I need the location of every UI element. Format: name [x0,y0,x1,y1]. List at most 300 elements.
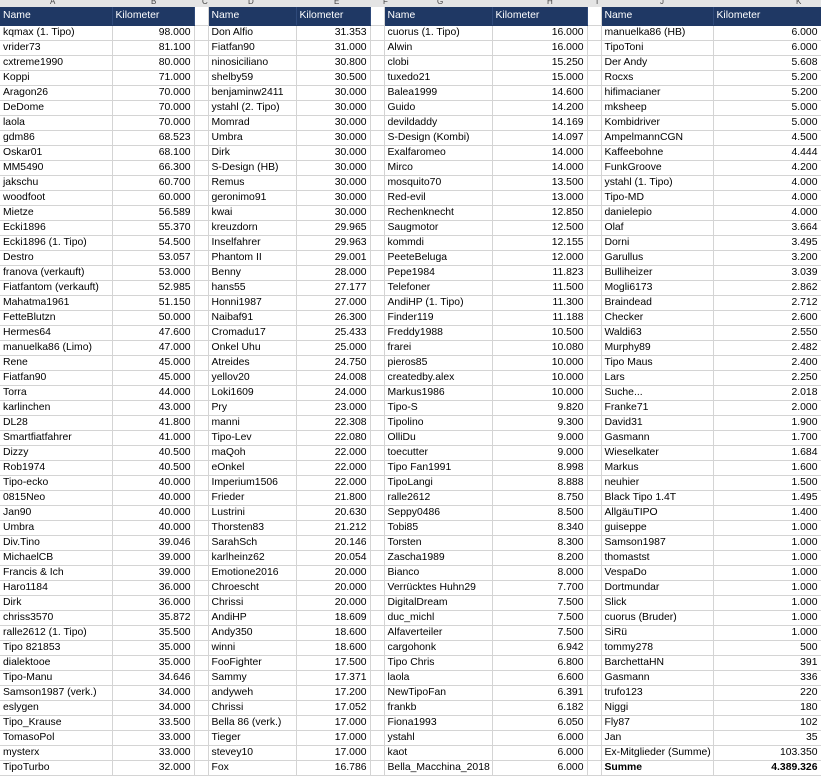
kilometer-cell[interactable]: 47.600 [112,326,194,341]
gap-cell[interactable] [370,71,384,86]
gap-cell[interactable] [194,461,208,476]
name-cell[interactable]: Lustrini [208,506,296,521]
name-cell[interactable]: Francis & Ich [0,566,112,581]
kilometer-cell[interactable]: 12.500 [492,221,587,236]
kilometer-cell[interactable]: 102 [713,716,821,731]
kilometer-cell[interactable]: 2.862 [713,281,821,296]
kilometer-cell[interactable]: 10.000 [492,371,587,386]
gap-cell[interactable] [194,146,208,161]
kilometer-cell[interactable]: 18.609 [296,611,370,626]
name-cell[interactable]: Mietze [0,206,112,221]
gap-cell[interactable] [194,251,208,266]
kilometer-cell[interactable]: 14.600 [492,86,587,101]
gap-cell[interactable] [194,581,208,596]
name-cell[interactable]: Gasmann [601,671,713,686]
kilometer-cell[interactable]: 7.500 [492,626,587,641]
kilometer-cell[interactable]: 7.500 [492,596,587,611]
name-cell[interactable]: neuhier [601,476,713,491]
kilometer-cell[interactable]: 9.000 [492,431,587,446]
gap-cell[interactable] [194,101,208,116]
name-cell[interactable]: FetteBlutzn [0,311,112,326]
name-cell[interactable]: Franke71 [601,401,713,416]
gap-cell[interactable] [587,26,601,41]
name-cell[interactable]: Freddy1988 [384,326,492,341]
name-cell[interactable]: Verrücktes Huhn29 [384,581,492,596]
name-cell[interactable]: Umbra [0,521,112,536]
kilometer-cell[interactable]: 16.786 [296,761,370,776]
gap-cell[interactable] [587,386,601,401]
kilometer-cell[interactable]: 30.800 [296,56,370,71]
gap-cell[interactable] [194,506,208,521]
name-cell[interactable]: TomasoPol [0,731,112,746]
kilometer-cell[interactable]: 30.000 [296,86,370,101]
kilometer-cell[interactable]: 4.000 [713,191,821,206]
name-cell[interactable]: Torsten [384,536,492,551]
kilometer-cell[interactable]: 9.000 [492,446,587,461]
gap-cell[interactable] [587,611,601,626]
kilometer-cell[interactable]: 103.350 [713,746,821,761]
name-cell[interactable]: MichaelCB [0,551,112,566]
kilometer-cell[interactable]: 6.000 [492,761,587,776]
name-cell[interactable]: Balea1999 [384,86,492,101]
gap-cell[interactable] [370,221,384,236]
name-cell[interactable]: Naibaf91 [208,311,296,326]
name-cell[interactable]: Loki1609 [208,386,296,401]
kilometer-cell[interactable]: 36.000 [112,596,194,611]
gap-cell[interactable] [194,386,208,401]
name-cell[interactable]: Checker [601,311,713,326]
kilometer-cell[interactable]: 35.000 [112,641,194,656]
gap-cell[interactable] [194,311,208,326]
kilometer-cell[interactable]: 12.155 [492,236,587,251]
name-cell[interactable]: Rene [0,356,112,371]
kilometer-cell[interactable]: 35 [713,731,821,746]
kilometer-cell[interactable]: 41.800 [112,416,194,431]
kilometer-cell[interactable]: 60.000 [112,191,194,206]
name-cell[interactable]: Andy350 [208,626,296,641]
name-cell[interactable]: DeDome [0,101,112,116]
name-cell[interactable]: PeeteBeluga [384,251,492,266]
name-cell[interactable]: Aragon26 [0,86,112,101]
gap-cell[interactable] [194,431,208,446]
name-cell[interactable]: ystahl (1. Tipo) [601,176,713,191]
name-cell[interactable]: Exalfaromeo [384,146,492,161]
name-cell[interactable]: Fiatfan90 [0,371,112,386]
kilometer-cell[interactable]: 2.482 [713,341,821,356]
kilometer-cell[interactable]: 31.353 [296,26,370,41]
gap-cell[interactable] [194,176,208,191]
gap-cell[interactable] [370,521,384,536]
name-cell[interactable]: Samson1987 (verk.) [0,686,112,701]
name-cell[interactable]: AndiHP [208,611,296,626]
gap-cell[interactable] [194,656,208,671]
name-cell[interactable]: cargohonk [384,641,492,656]
gap-cell[interactable] [194,416,208,431]
kilometer-cell[interactable]: 10.000 [492,386,587,401]
kilometer-cell[interactable]: 30.000 [296,191,370,206]
name-cell[interactable]: jakschu [0,176,112,191]
name-cell[interactable]: danielepio [601,206,713,221]
kilometer-cell[interactable]: 2.018 [713,386,821,401]
gap-cell[interactable] [194,131,208,146]
gap-cell[interactable] [370,386,384,401]
name-cell[interactable]: toecutter [384,446,492,461]
kilometer-cell[interactable]: 50.000 [112,311,194,326]
kilometer-cell[interactable]: 3.200 [713,251,821,266]
kilometer-cell[interactable]: 13.500 [492,176,587,191]
gap-cell[interactable] [587,266,601,281]
kilometer-cell[interactable]: 8.340 [492,521,587,536]
column-letter[interactable]: F [383,0,388,6]
kilometer-cell[interactable]: 1.600 [713,461,821,476]
kilometer-cell[interactable]: 40.000 [112,491,194,506]
kilometer-cell[interactable]: 6.182 [492,701,587,716]
kilometer-cell[interactable]: 60.700 [112,176,194,191]
name-cell[interactable]: benjaminw2411 [208,86,296,101]
kilometer-cell[interactable]: 52.985 [112,281,194,296]
gap-cell[interactable] [587,401,601,416]
name-cell[interactable]: Tipo-S [384,401,492,416]
gap-cell[interactable] [194,161,208,176]
name-cell[interactable]: hans55 [208,281,296,296]
name-cell[interactable]: Torra [0,386,112,401]
name-cell[interactable]: hifimacianer [601,86,713,101]
gap-cell[interactable] [587,671,601,686]
kilometer-cell[interactable]: 68.523 [112,131,194,146]
gap-cell[interactable] [587,161,601,176]
gap-cell[interactable] [370,326,384,341]
kilometer-cell[interactable]: 39.000 [112,566,194,581]
kilometer-cell[interactable]: 47.000 [112,341,194,356]
name-cell[interactable]: tuxedo21 [384,71,492,86]
gap-cell[interactable] [370,746,384,761]
kilometer-cell[interactable]: 1.000 [713,551,821,566]
gap-cell[interactable] [370,146,384,161]
gap-cell[interactable] [370,641,384,656]
gap-cell[interactable] [370,761,384,776]
gap-cell[interactable] [587,656,601,671]
gap-cell[interactable] [194,281,208,296]
kilometer-cell[interactable]: 8.200 [492,551,587,566]
kilometer-cell[interactable]: 4.000 [713,206,821,221]
name-cell[interactable]: AndiHP (1. Tipo) [384,296,492,311]
gap-cell[interactable] [587,461,601,476]
kilometer-cell[interactable]: 20.000 [296,596,370,611]
kilometer-cell[interactable]: 39.046 [112,536,194,551]
name-cell[interactable]: Dirk [0,596,112,611]
kilometer-cell[interactable]: 6.600 [492,671,587,686]
kilometer-cell[interactable]: 40.500 [112,446,194,461]
gap-cell[interactable] [370,341,384,356]
kilometer-cell[interactable]: 6.050 [492,716,587,731]
name-cell[interactable]: vrider73 [0,41,112,56]
name-cell[interactable]: kqmax (1. Tipo) [0,26,112,41]
kilometer-cell[interactable]: 30.500 [296,71,370,86]
name-cell[interactable]: TipoLangi [384,476,492,491]
name-cell[interactable]: Tipo-ecko [0,476,112,491]
kilometer-cell[interactable]: 81.100 [112,41,194,56]
kilometer-cell[interactable]: 36.000 [112,581,194,596]
column-letter[interactable]: C [202,0,208,6]
name-cell[interactable]: Ex-Mitglieder (Summe) [601,746,713,761]
kilometer-cell[interactable]: 24.008 [296,371,370,386]
name-cell[interactable]: Koppi [0,71,112,86]
gap-cell[interactable] [370,296,384,311]
name-cell[interactable]: David31 [601,416,713,431]
kilometer-cell[interactable]: 34.000 [112,686,194,701]
name-cell[interactable]: Ecki1896 [0,221,112,236]
header-kilometer[interactable]: Kilometer [492,7,587,26]
gap-cell[interactable] [370,671,384,686]
kilometer-cell[interactable]: 29.963 [296,236,370,251]
name-cell[interactable]: Onkel Uhu [208,341,296,356]
header-name[interactable]: Name [208,7,296,26]
name-cell[interactable]: Tobi85 [384,521,492,536]
gap-cell[interactable] [194,191,208,206]
name-cell[interactable]: woodfoot [0,191,112,206]
name-cell[interactable]: Zascha1989 [384,551,492,566]
name-cell[interactable]: Chrissi [208,701,296,716]
kilometer-cell[interactable]: 6.000 [492,746,587,761]
name-cell[interactable]: eslygen [0,701,112,716]
header-name[interactable]: Name [601,7,713,26]
name-cell[interactable]: Thorsten83 [208,521,296,536]
gap-cell[interactable] [587,761,601,776]
kilometer-cell[interactable]: 2.000 [713,401,821,416]
gap-cell[interactable] [194,446,208,461]
kilometer-cell[interactable]: 7.700 [492,581,587,596]
gap-cell[interactable] [370,596,384,611]
name-cell[interactable]: yellov20 [208,371,296,386]
gap-cell[interactable] [370,731,384,746]
name-cell[interactable]: MM5490 [0,161,112,176]
kilometer-cell[interactable]: 3.039 [713,266,821,281]
name-cell[interactable]: Kaffeebohne [601,146,713,161]
gap-cell[interactable] [194,536,208,551]
gap-cell[interactable] [587,341,601,356]
gap-cell[interactable] [587,536,601,551]
name-cell[interactable]: chriss3570 [0,611,112,626]
gap-cell[interactable] [194,371,208,386]
kilometer-cell[interactable]: 14.097 [492,131,587,146]
name-cell[interactable]: Garullus [601,251,713,266]
name-cell[interactable]: S-Design (Kombi) [384,131,492,146]
kilometer-cell[interactable]: 6.000 [492,731,587,746]
kilometer-cell[interactable]: 336 [713,671,821,686]
kilometer-cell[interactable]: 26.300 [296,311,370,326]
name-cell[interactable]: Pepe1984 [384,266,492,281]
name-cell[interactable]: frarei [384,341,492,356]
name-cell[interactable]: mosquito70 [384,176,492,191]
kilometer-cell[interactable]: 33.000 [112,746,194,761]
kilometer-cell[interactable]: 11.500 [492,281,587,296]
kilometer-cell[interactable]: 25.000 [296,341,370,356]
name-cell[interactable]: frankb [384,701,492,716]
kilometer-cell[interactable]: 13.000 [492,191,587,206]
name-cell[interactable]: S-Design (HB) [208,161,296,176]
name-cell[interactable]: SarahSch [208,536,296,551]
gap-cell[interactable] [370,566,384,581]
kilometer-cell[interactable]: 17.000 [296,731,370,746]
kilometer-cell[interactable]: 22.000 [296,461,370,476]
name-cell[interactable]: Ecki1896 (1. Tipo) [0,236,112,251]
kilometer-cell[interactable]: 1.684 [713,446,821,461]
kilometer-cell[interactable]: 5.200 [713,86,821,101]
name-cell[interactable]: Bianco [384,566,492,581]
gap-cell[interactable] [370,611,384,626]
column-letter[interactable]: H [547,0,553,6]
kilometer-cell[interactable]: 20.630 [296,506,370,521]
kilometer-cell[interactable]: 8.500 [492,506,587,521]
gap-cell[interactable] [194,566,208,581]
name-cell[interactable]: Summe [601,761,713,776]
kilometer-cell[interactable]: 53.057 [112,251,194,266]
kilometer-cell[interactable]: 8.300 [492,536,587,551]
kilometer-cell[interactable]: 54.500 [112,236,194,251]
kilometer-cell[interactable]: 11.188 [492,311,587,326]
name-cell[interactable]: Mirco [384,161,492,176]
name-cell[interactable]: Olaf [601,221,713,236]
kilometer-cell[interactable]: 1.000 [713,536,821,551]
kilometer-cell[interactable]: 22.080 [296,431,370,446]
kilometer-cell[interactable]: 1.495 [713,491,821,506]
name-cell[interactable]: TipoToni [601,41,713,56]
kilometer-cell[interactable]: 180 [713,701,821,716]
gap-cell[interactable] [194,641,208,656]
kilometer-cell[interactable]: 2.712 [713,296,821,311]
gap-cell[interactable] [194,521,208,536]
gap-cell[interactable] [587,86,601,101]
kilometer-cell[interactable]: 16.000 [492,41,587,56]
name-cell[interactable]: Bella_Macchina_2018 [384,761,492,776]
gap-cell[interactable] [587,551,601,566]
header-kilometer[interactable]: Kilometer [296,7,370,26]
gap-cell[interactable] [370,86,384,101]
name-cell[interactable]: manni [208,416,296,431]
kilometer-cell[interactable]: 1.700 [713,431,821,446]
kilometer-cell[interactable]: 45.000 [112,371,194,386]
kilometer-cell[interactable]: 1.900 [713,416,821,431]
gap-cell[interactable] [194,551,208,566]
kilometer-cell[interactable]: 30.000 [296,161,370,176]
kilometer-cell[interactable]: 7.500 [492,611,587,626]
name-cell[interactable]: karlheinz62 [208,551,296,566]
name-cell[interactable]: Mogli6173 [601,281,713,296]
name-cell[interactable]: Chrissi [208,596,296,611]
gap-cell[interactable] [194,326,208,341]
kilometer-cell[interactable]: 23.000 [296,401,370,416]
name-cell[interactable]: tommy278 [601,641,713,656]
name-cell[interactable]: Saugmotor [384,221,492,236]
gap-cell[interactable] [587,626,601,641]
kilometer-cell[interactable]: 53.000 [112,266,194,281]
kilometer-cell[interactable]: 18.600 [296,626,370,641]
name-cell[interactable]: Tipo_Krause [0,716,112,731]
gap-cell[interactable] [370,266,384,281]
name-cell[interactable]: BarchettaHN [601,656,713,671]
gap-cell[interactable] [370,536,384,551]
name-cell[interactable]: Alfaverteiler [384,626,492,641]
kilometer-cell[interactable]: 71.000 [112,71,194,86]
gap-cell[interactable] [194,296,208,311]
kilometer-cell[interactable]: 3.664 [713,221,821,236]
column-letter[interactable]: I [596,0,599,6]
kilometer-cell[interactable]: 8.000 [492,566,587,581]
kilometer-cell[interactable]: 6.391 [492,686,587,701]
name-cell[interactable]: dialektooe [0,656,112,671]
gap-cell[interactable] [194,266,208,281]
name-cell[interactable]: Tipo Maus [601,356,713,371]
kilometer-cell[interactable]: 2.400 [713,356,821,371]
gap-cell[interactable] [370,56,384,71]
kilometer-cell[interactable]: 16.000 [492,26,587,41]
column-letter[interactable]: J [660,0,664,6]
gap-cell[interactable] [587,71,601,86]
name-cell[interactable]: Waldi63 [601,326,713,341]
header-gap-cell[interactable] [370,7,384,26]
gap-cell[interactable] [370,161,384,176]
name-cell[interactable]: Dirk [208,146,296,161]
kilometer-cell[interactable]: 17.500 [296,656,370,671]
name-cell[interactable]: Phantom II [208,251,296,266]
name-cell[interactable]: cxtreme1990 [0,56,112,71]
name-cell[interactable]: Red-evil [384,191,492,206]
name-cell[interactable]: kwai [208,206,296,221]
kilometer-cell[interactable]: 40.500 [112,461,194,476]
name-cell[interactable]: Hermes64 [0,326,112,341]
name-cell[interactable]: Div.Tino [0,536,112,551]
gap-cell[interactable] [587,566,601,581]
kilometer-cell[interactable]: 70.000 [112,86,194,101]
gap-cell[interactable] [587,371,601,386]
name-cell[interactable]: Telefoner [384,281,492,296]
kilometer-cell[interactable]: 20.000 [296,566,370,581]
name-cell[interactable]: Pry [208,401,296,416]
name-cell[interactable]: Guido [384,101,492,116]
kilometer-cell[interactable]: 43.000 [112,401,194,416]
name-cell[interactable]: Jan [601,731,713,746]
name-cell[interactable]: kommdi [384,236,492,251]
name-cell[interactable]: winni [208,641,296,656]
name-cell[interactable]: VespaDo [601,566,713,581]
name-cell[interactable]: manuelka86 (Limo) [0,341,112,356]
gap-cell[interactable] [370,401,384,416]
kilometer-cell[interactable]: 1.000 [713,611,821,626]
gap-cell[interactable] [587,221,601,236]
gap-cell[interactable] [370,581,384,596]
gap-cell[interactable] [370,626,384,641]
name-cell[interactable]: Smartfiatfahrer [0,431,112,446]
name-cell[interactable]: Rob1974 [0,461,112,476]
kilometer-cell[interactable]: 56.589 [112,206,194,221]
column-letter[interactable]: E [334,0,340,6]
name-cell[interactable]: Remus [208,176,296,191]
name-cell[interactable]: Cromadu17 [208,326,296,341]
kilometer-cell[interactable]: 18.600 [296,641,370,656]
kilometer-cell[interactable]: 17.000 [296,716,370,731]
kilometer-cell[interactable]: 2.550 [713,326,821,341]
kilometer-cell[interactable]: 14.000 [492,146,587,161]
name-cell[interactable]: guiseppe [601,521,713,536]
name-cell[interactable]: Dortmundar [601,581,713,596]
name-cell[interactable]: Tipo-Lev [208,431,296,446]
kilometer-cell[interactable]: 500 [713,641,821,656]
kilometer-cell[interactable]: 17.200 [296,686,370,701]
kilometer-cell[interactable]: 15.000 [492,71,587,86]
kilometer-cell[interactable]: 40.000 [112,506,194,521]
kilometer-cell[interactable]: 9.300 [492,416,587,431]
gap-cell[interactable] [194,671,208,686]
